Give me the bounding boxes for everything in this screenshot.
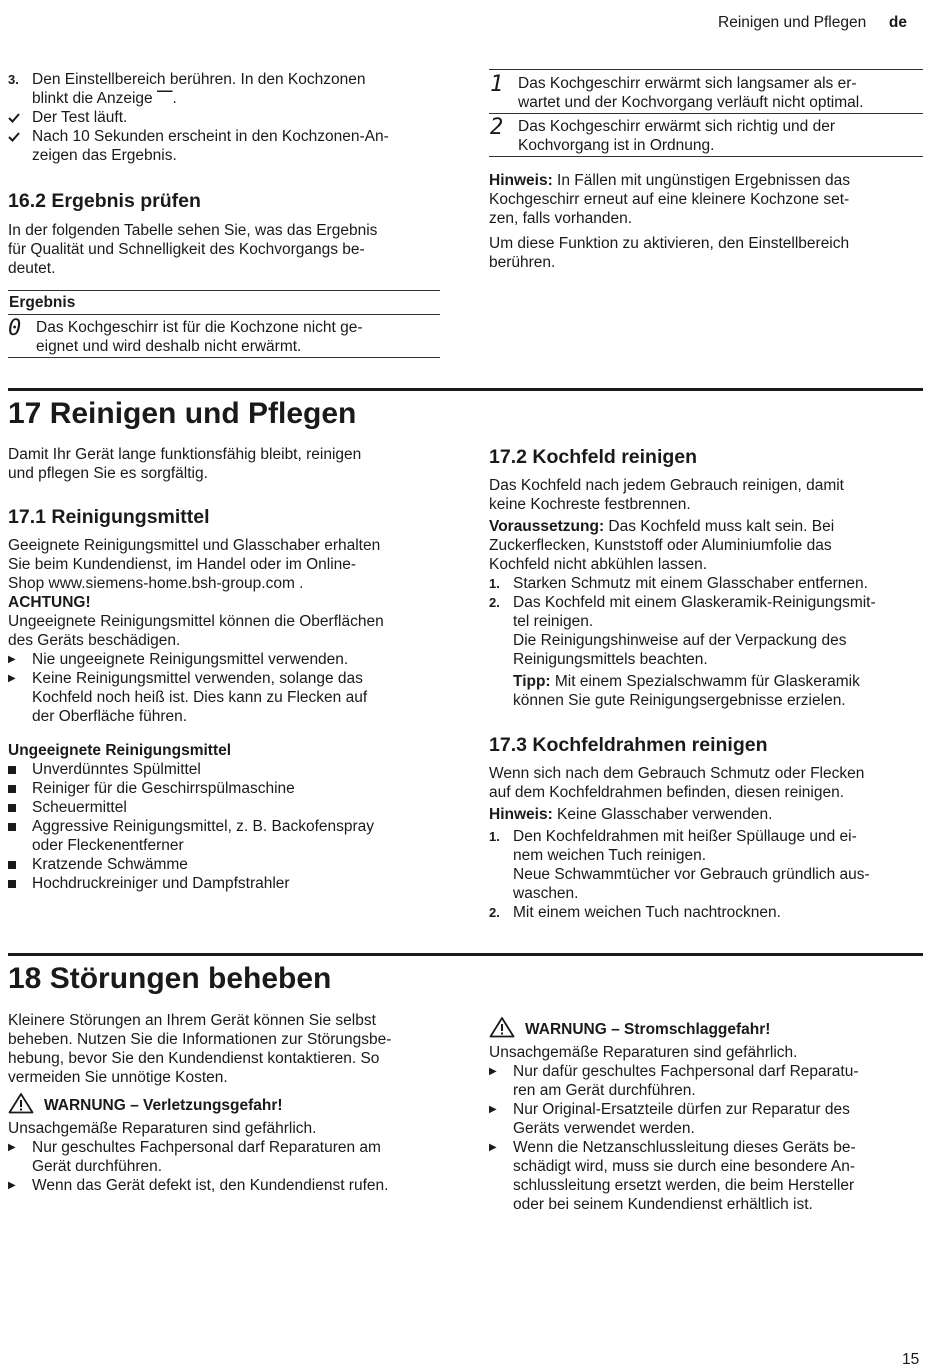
hint-label: Hinweis: bbox=[489, 806, 553, 823]
warning-electric-title: WARNUNG – Stromschlaggefahr! bbox=[525, 1021, 771, 1038]
unsuitable-list bbox=[8, 741, 440, 893]
table-header-rule bbox=[8, 314, 440, 315]
step-1: 1. Den Kochfeldrahmen mit heißer Spüllauge und ei- nem weichen Tuch reinigen. Neue Schwammtücher vor Gebrauch gründlich aus- waschen. bbox=[489, 828, 870, 902]
step-2: 2. Das Kochfeld mit einem Glaskeramik-Reinigungsmit- tel reinigen. Die Reinigungshinweise auf der Verpackung des Reinigungsmittels beachten. Tipp: Mit einem Spezialschwamm für Glaskeramik können Sie gute Reinigungsergebnisse erzielen. bbox=[489, 594, 876, 709]
step-3: 3. Den Einstellbereich berühren. In den Kochzonen blinkt die Anzeige ⎺. bbox=[8, 70, 438, 108]
square-bullet-icon bbox=[8, 766, 16, 774]
list-item: Unverdünntes Spülmittel bbox=[8, 760, 440, 779]
achtung-item-1: ▶ Nie ungeeignete Reinigungsmittel verwenden. bbox=[8, 651, 349, 668]
warning-item: ▶ Nur geschultes Fachpersonal darf Reparaturen am Gerät durchführen. bbox=[8, 1139, 381, 1175]
hint-block: Hinweis: In Fällen mit ungünstigen Ergebnissen das Kochgeschirr erneut auf eine kleinere Kochzone set- zen, falls vorhanden. bbox=[489, 172, 850, 227]
chapter-17-intro: Damit Ihr Gerät lange funktionsfähig bleibt, reinigen und pflegen Sie es sorgfältig. bbox=[8, 446, 362, 482]
checkmark-icon bbox=[8, 127, 28, 151]
table-row-2: 2 Das Kochgeschirr erwärmt sich richtig und der Kochvorgang ist in Ordnung. bbox=[490, 115, 836, 154]
chapter-17-rule bbox=[8, 388, 923, 391]
list-item: Kratzende Schwämme bbox=[8, 855, 440, 874]
tip-label: Tipp: bbox=[513, 673, 551, 690]
square-bullet-icon bbox=[8, 823, 16, 831]
square-bullet-icon bbox=[8, 861, 16, 869]
list-item: Aggressive Reinigungsmittel, z. B. Backofenspray oder Fleckenentferner bbox=[8, 817, 440, 855]
list-item: Scheuermittel bbox=[8, 798, 440, 817]
warning-triangle-icon bbox=[489, 1016, 515, 1043]
display-code-0: 0 bbox=[8, 316, 22, 341]
table-top-rule-right bbox=[489, 69, 923, 70]
header-language: de bbox=[888, 14, 907, 31]
list-item: Hochdruckreiniger und Dampfstrahler bbox=[8, 874, 440, 893]
result-1: Der Test läuft. bbox=[8, 108, 438, 127]
triangle-bullet-icon: ▶ bbox=[8, 673, 16, 684]
table-bottom-rule bbox=[8, 357, 440, 358]
chapter-18-title: 18 Störungen beheben bbox=[8, 962, 332, 995]
header-section: Reinigen und Pflegen bbox=[718, 14, 867, 31]
section-17-3-title: 17.3 Kochfeldrahmen reinigen bbox=[489, 734, 768, 756]
warning-triangle-icon bbox=[8, 1092, 34, 1119]
section-17-2-body: Das Kochfeld nach jedem Gebrauch reinigen, damit keine Kochreste festbrennen. Voraussetzung: Das Kochfeld muss kalt sein. Bei Zuckerflecken, Kunststoff oder Aluminiumfolie das Kochfeld nicht abkühlen lassen. 1. Starken Schmutz mit einem Glasschaber entfernen. 2. Das Kochfeld mit einem Glaskeramik-Reinigungsmit- tel reinigen. Die Reinigungshinweise auf der Verpackung des Reinigungsmittels beachten. Tipp: Mit einem Spezialschwamm für Glaskeramik können Sie gute Reinigungsergebnisse erzielen. bbox=[489, 476, 923, 710]
result-2: Nach 10 Sekunden erscheint in den Kochzonen-An- zeigen das Ergebnis. bbox=[8, 127, 438, 165]
warning-injury-title: WARNUNG – Verletzungsgefahr! bbox=[44, 1097, 283, 1114]
warning-electric: WARNUNG – Stromschlaggefahr! Unsachgemäße Reparaturen sind gefährlich. ▶ Nur dafür geschultes Fachpersonal darf Reparatu- ren am Gerät durchführen. ▶ Nur Original-Ersatzteile dürfen zur Reparatur des Geräts verwendet werden. ▶ Wenn die Netzanschlussleitung dieses Geräts be- schädigt wird, muss sie durch eine besondere An- schlussleitung ersetzt werden, die beim Hersteller oder bei seinem Kundendienst erhältlich ist. bbox=[489, 1016, 923, 1214]
section-17-1-title: 17.1 Reinigungsmittel bbox=[8, 506, 210, 528]
test-steps bbox=[8, 70, 438, 165]
warning-item: ▶ Nur Original-Ersatzteile dürfen zur Reparatur des Geräts verwendet werden. bbox=[489, 1101, 850, 1137]
section-17-2-title: 17.2 Kochfeld reinigen bbox=[489, 446, 698, 468]
triangle-bullet-icon: ▶ bbox=[8, 1142, 16, 1153]
warning-item: ▶ Wenn die Netzanschlussleitung dieses Geräts be- schädigt wird, muss sie durch eine besondere An- schlussleitung ersetzt werden, die beim Hersteller oder bei seinem Kundendienst erhältlich ist. bbox=[489, 1139, 856, 1213]
triangle-bullet-icon: ▶ bbox=[489, 1104, 497, 1115]
page-number: 15 bbox=[902, 1351, 920, 1368]
table-row-1: 1 Das Kochgeschirr erwärmt sich langsamer als er- wartet und der Kochvorgang verläuft nicht optimal. bbox=[490, 72, 864, 111]
achtung-label: ACHTUNG! bbox=[8, 594, 91, 611]
section-16-2-title: 16.2 Ergebnis prüfen bbox=[8, 190, 201, 212]
table-row-0: 0 Das Kochgeschirr ist für die Kochzone nicht ge- eignet und wird deshalb nicht erwärmt. bbox=[8, 316, 363, 355]
triangle-bullet-icon: ▶ bbox=[489, 1142, 497, 1153]
display-code-2: 2 bbox=[490, 115, 504, 140]
square-bullet-icon bbox=[8, 785, 16, 793]
section-16-2-intro: In der folgenden Tabelle sehen Sie, was das Ergebnis für Qualität und Schnelligkeit des Kochvorgangs be- deutet. bbox=[8, 222, 378, 277]
warning-item: ▶ Wenn das Gerät defekt ist, den Kundendienst rufen. bbox=[8, 1177, 389, 1194]
triangle-bullet-icon: ▶ bbox=[8, 1180, 16, 1191]
running-header bbox=[718, 13, 907, 32]
section-17-3-body: Wenn sich nach dem Gebrauch Schmutz oder Flecken auf dem Kochfeldrahmen befinden, diesen reinigen. Hinweis: Keine Glasschaber verwenden. 1. Den Kochfeldrahmen mit heißer Spüllauge und ei- nem weichen Tuch reinigen. Neue Schwammtücher vor Gebrauch gründlich aus- waschen. 2. Mit einem weichen Tuch nachtrocknen. bbox=[489, 764, 923, 922]
warning-injury: WARNUNG – Verletzungsgefahr! Unsachgemäße Reparaturen sind gefährlich. ▶ Nur geschultes Fachpersonal darf Reparaturen am Gerät durchführen. ▶ Wenn das Gerät defekt ist, den Kundendienst rufen. bbox=[8, 1092, 440, 1195]
chapter-17-title: 17 Reinigen und Pflegen bbox=[8, 397, 357, 430]
square-bullet-icon bbox=[8, 880, 16, 888]
square-bullet-icon bbox=[8, 804, 16, 812]
list-item: Reiniger für die Geschirrspülmaschine bbox=[8, 779, 440, 798]
activate-text: Um diese Funktion zu aktivieren, den Einstellbereich berühren. bbox=[489, 235, 850, 271]
table-header-ergebnis: Ergebnis bbox=[9, 294, 76, 311]
warning-item: ▶ Nur dafür geschultes Fachpersonal darf Reparatu- ren am Gerät durchführen. bbox=[489, 1063, 859, 1099]
table-bottom-rule-right bbox=[489, 156, 923, 157]
achtung-item-2: ▶ Keine Reinigungsmittel verwenden, solange das Kochfeld noch heiß ist. Dies kann zu Flecken auf der Oberfläche führen. bbox=[8, 670, 368, 725]
step-1: 1. Starken Schmutz mit einem Glasschaber entfernen. bbox=[489, 575, 868, 592]
step-3-line-2: blinkt die Anzeige ⎺. bbox=[32, 90, 177, 107]
display-code-1: 1 bbox=[490, 72, 504, 97]
unsuitable-title: Ungeeignete Reinigungsmittel bbox=[8, 742, 232, 759]
triangle-bullet-icon: ▶ bbox=[8, 654, 16, 665]
chapter-18-intro: Kleinere Störungen an Ihrem Gerät können Sie selbst beheben. Nutzen Sie die Informationen zur Störungsbe- hebung, bevor Sie den Kundendienst kontaktieren. So vermeiden Sie unnötige Kosten. bbox=[8, 1012, 392, 1086]
hint-label: Hinweis: bbox=[489, 172, 553, 189]
section-17-1-text: Geeignete Reinigungsmittel und Glasschaber erhalten Sie beim Kundendienst, im Handel oder im Online- Shop www.siemens-home.bsh-group.com . ACHTUNG! Ungeeignete Reinigungsmittel können die Oberflächen des Geräts beschädigen. ▶ Nie ungeeignete Reinigungsmittel verwenden. ▶ Keine Reinigungsmittel verwenden, solange das Kochfeld noch heiß ist. Dies kann zu Flecken auf der Oberfläche führen. bbox=[8, 536, 440, 726]
triangle-bullet-icon: ▶ bbox=[489, 1066, 497, 1077]
table-top-rule bbox=[8, 290, 440, 291]
step-3-line-1: Den Einstellbereich berühren. In den Kochzonen bbox=[32, 71, 366, 88]
table-row-rule bbox=[489, 113, 923, 114]
step-2: 2. Mit einem weichen Tuch nachtrocknen. bbox=[489, 904, 781, 921]
requirement-label: Voraussetzung: bbox=[489, 518, 605, 535]
chapter-18-rule bbox=[8, 953, 923, 956]
